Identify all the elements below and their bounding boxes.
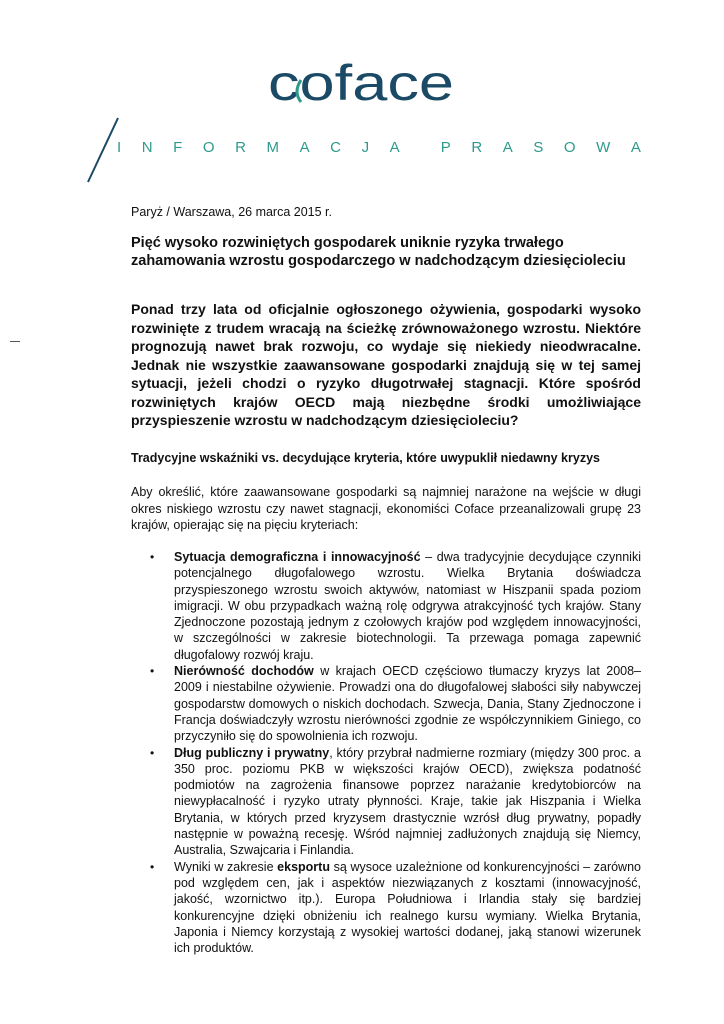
- bullet-icon: •: [150, 550, 155, 564]
- banner-letter: A: [502, 139, 513, 156]
- intro-paragraph: Aby określić, które zaawansowane gospodarki są najmniej narażone na wejście w długi okres niskiego wzrostu czy nawet stagnacji, ekonomiści Coface przeanalizowali grupę 23 krajów, opierając się na pięciu kryteriach:: [131, 485, 641, 532]
- list-item: [131, 745, 641, 859]
- banner-letter: J: [361, 139, 370, 156]
- banner-letter: R: [471, 139, 483, 156]
- banner-letter: A: [630, 139, 641, 156]
- press-release-banner: [117, 139, 641, 156]
- criterion-text: w krajach OECD częściowo tłumaczy kryzys lat 2008–2009 i niestabilne ożywienie. Prowadzi ona do długofalowej słabości siły nabywczej gospodarstw domowych o niskich dochodach. Szwecja, Dania, Stany Zjednoczone i Francja doświadczyły wzrostu nierówności zgodnie ze współczynnikiem Giniego, co przyczyniło się do spowolnienia ich rozwoju.: [174, 664, 642, 744]
- criterion-text: – dwa tradycyjnie decydujące czynniki potencjalnego długofalowego wzrostu. Wielka Brytania doświadcza przyspieszonego wzrostu swoich aktywów, natomiast w Hiszpanii spada poziom imigracji. W obu przypadkach ważną rolę odgrywa atrakcyjność tych krajów. Stany Zjednoczone pozostają jednym z czołowych krajów pod względem innowacyjności, w szczególności w zakresie biotechnologii. Ta przewaga pomaga zapewnić długofalowy rozwój kraju.: [174, 550, 641, 662]
- criterion-text: są wysoce uzależnione od konkurencyjności – zarówno pod względem cen, jak i aspektów niezwiązanych z kosztami (innowacyjność, jakość, wzornictwo itp.). Europa Południowa i Irlandia stały się bardziej konkurencyjne dzięki obniżeniu ich realnego kursu wymiany. Wielka Brytania, Japonia i Niemcy korzystają z wysokiej wartości dodanej, jaką stanowi wizerunek ich produktów.: [174, 859, 641, 956]
- coface-logo: [268, 62, 454, 108]
- banner-letter: O: [563, 139, 576, 156]
- banner-letter: M: [266, 139, 280, 156]
- criteria-list: [131, 549, 641, 956]
- list-item: [131, 549, 641, 663]
- banner-letter: N: [141, 139, 153, 156]
- banner-letter: W: [596, 139, 611, 156]
- criterion-prefix: Wyniki w zakresie: [174, 859, 278, 874]
- bullet-icon: •: [150, 859, 155, 874]
- banner-letter: F: [173, 139, 183, 156]
- criterion-name: Sytuacja demograficzna i innowacyjność: [174, 550, 421, 564]
- banner-letter: P: [440, 139, 451, 156]
- dateline: Paryż / Warszawa, 26 marca 2015 r.: [131, 205, 333, 219]
- banner-letter: I: [117, 139, 122, 156]
- criterion-name: Nierówność dochodów: [174, 664, 314, 679]
- bullet-icon: •: [150, 664, 155, 679]
- criterion-name: Dług publiczny i prywatny: [174, 745, 330, 760]
- criterion-text: , który przybrał nadmierne rozmiary (między 300 proc. a 350 proc. poziomu PKB w większości krajów OECD), zwiększa podatność podmiotów na zagrożenia finansowe poprzez narażanie kredytobiorców na niewypłacalność i ryzyko utraty płynności. Kraje, takie jak Hiszpania i Wielka Brytania, w których przed kryzysem drastycznie wzrósł dług prywatny, popadły następnie w poważną recesję. Wśród najmniej zadłużonych znajdują się Niemcy, Australia, Szwajcaria i Finlandia.: [174, 745, 641, 858]
- article-title: Pięć wysoko rozwiniętych gospodarek uniknie ryzyka trwałego zahamowania wzrostu gospodarczego w nadchodzącym dziesięcioleciu: [131, 235, 626, 269]
- banner-letter: S: [533, 139, 544, 156]
- criterion-name: eksportu: [277, 859, 330, 874]
- list-item: [131, 663, 641, 744]
- list-item: [131, 859, 641, 957]
- banner-letter: A: [299, 139, 310, 156]
- section-subheading: Tradycyjne wskaźniki vs. decydujące kryteria, które uwypuklił niedawny kryzys: [131, 451, 600, 465]
- banner-letter: O: [202, 139, 215, 156]
- coface-logo-text: coface: [268, 62, 454, 108]
- margin-mark: [10, 341, 20, 342]
- banner-letter: R: [235, 139, 246, 156]
- banner-letter: A: [389, 139, 400, 156]
- banner-letter: C: [330, 139, 341, 156]
- bullet-icon: •: [150, 745, 155, 760]
- lead-paragraph: Ponad trzy lata od oficjalnie ogłoszonego ożywienia, gospodarki wysoko rozwinięte z trudem wracają na ścieżkę zrównoważonego wzrostu. Niektóre prognozują nawet brak rozwoju, co wydaje się niekiedy nieodwracalne. Jednak nie wszystkie zaawansowane gospodarki znajdują się w tej samej sytuacji, jeżeli chodzi o ryzyko długotrwałej stagnacji. Które spośród rozwiniętych krajów OECD mają niezbędne środki umożliwiające przyspieszenie wzrostu w nadchodzącym dziesięcioleciu?: [131, 301, 641, 428]
